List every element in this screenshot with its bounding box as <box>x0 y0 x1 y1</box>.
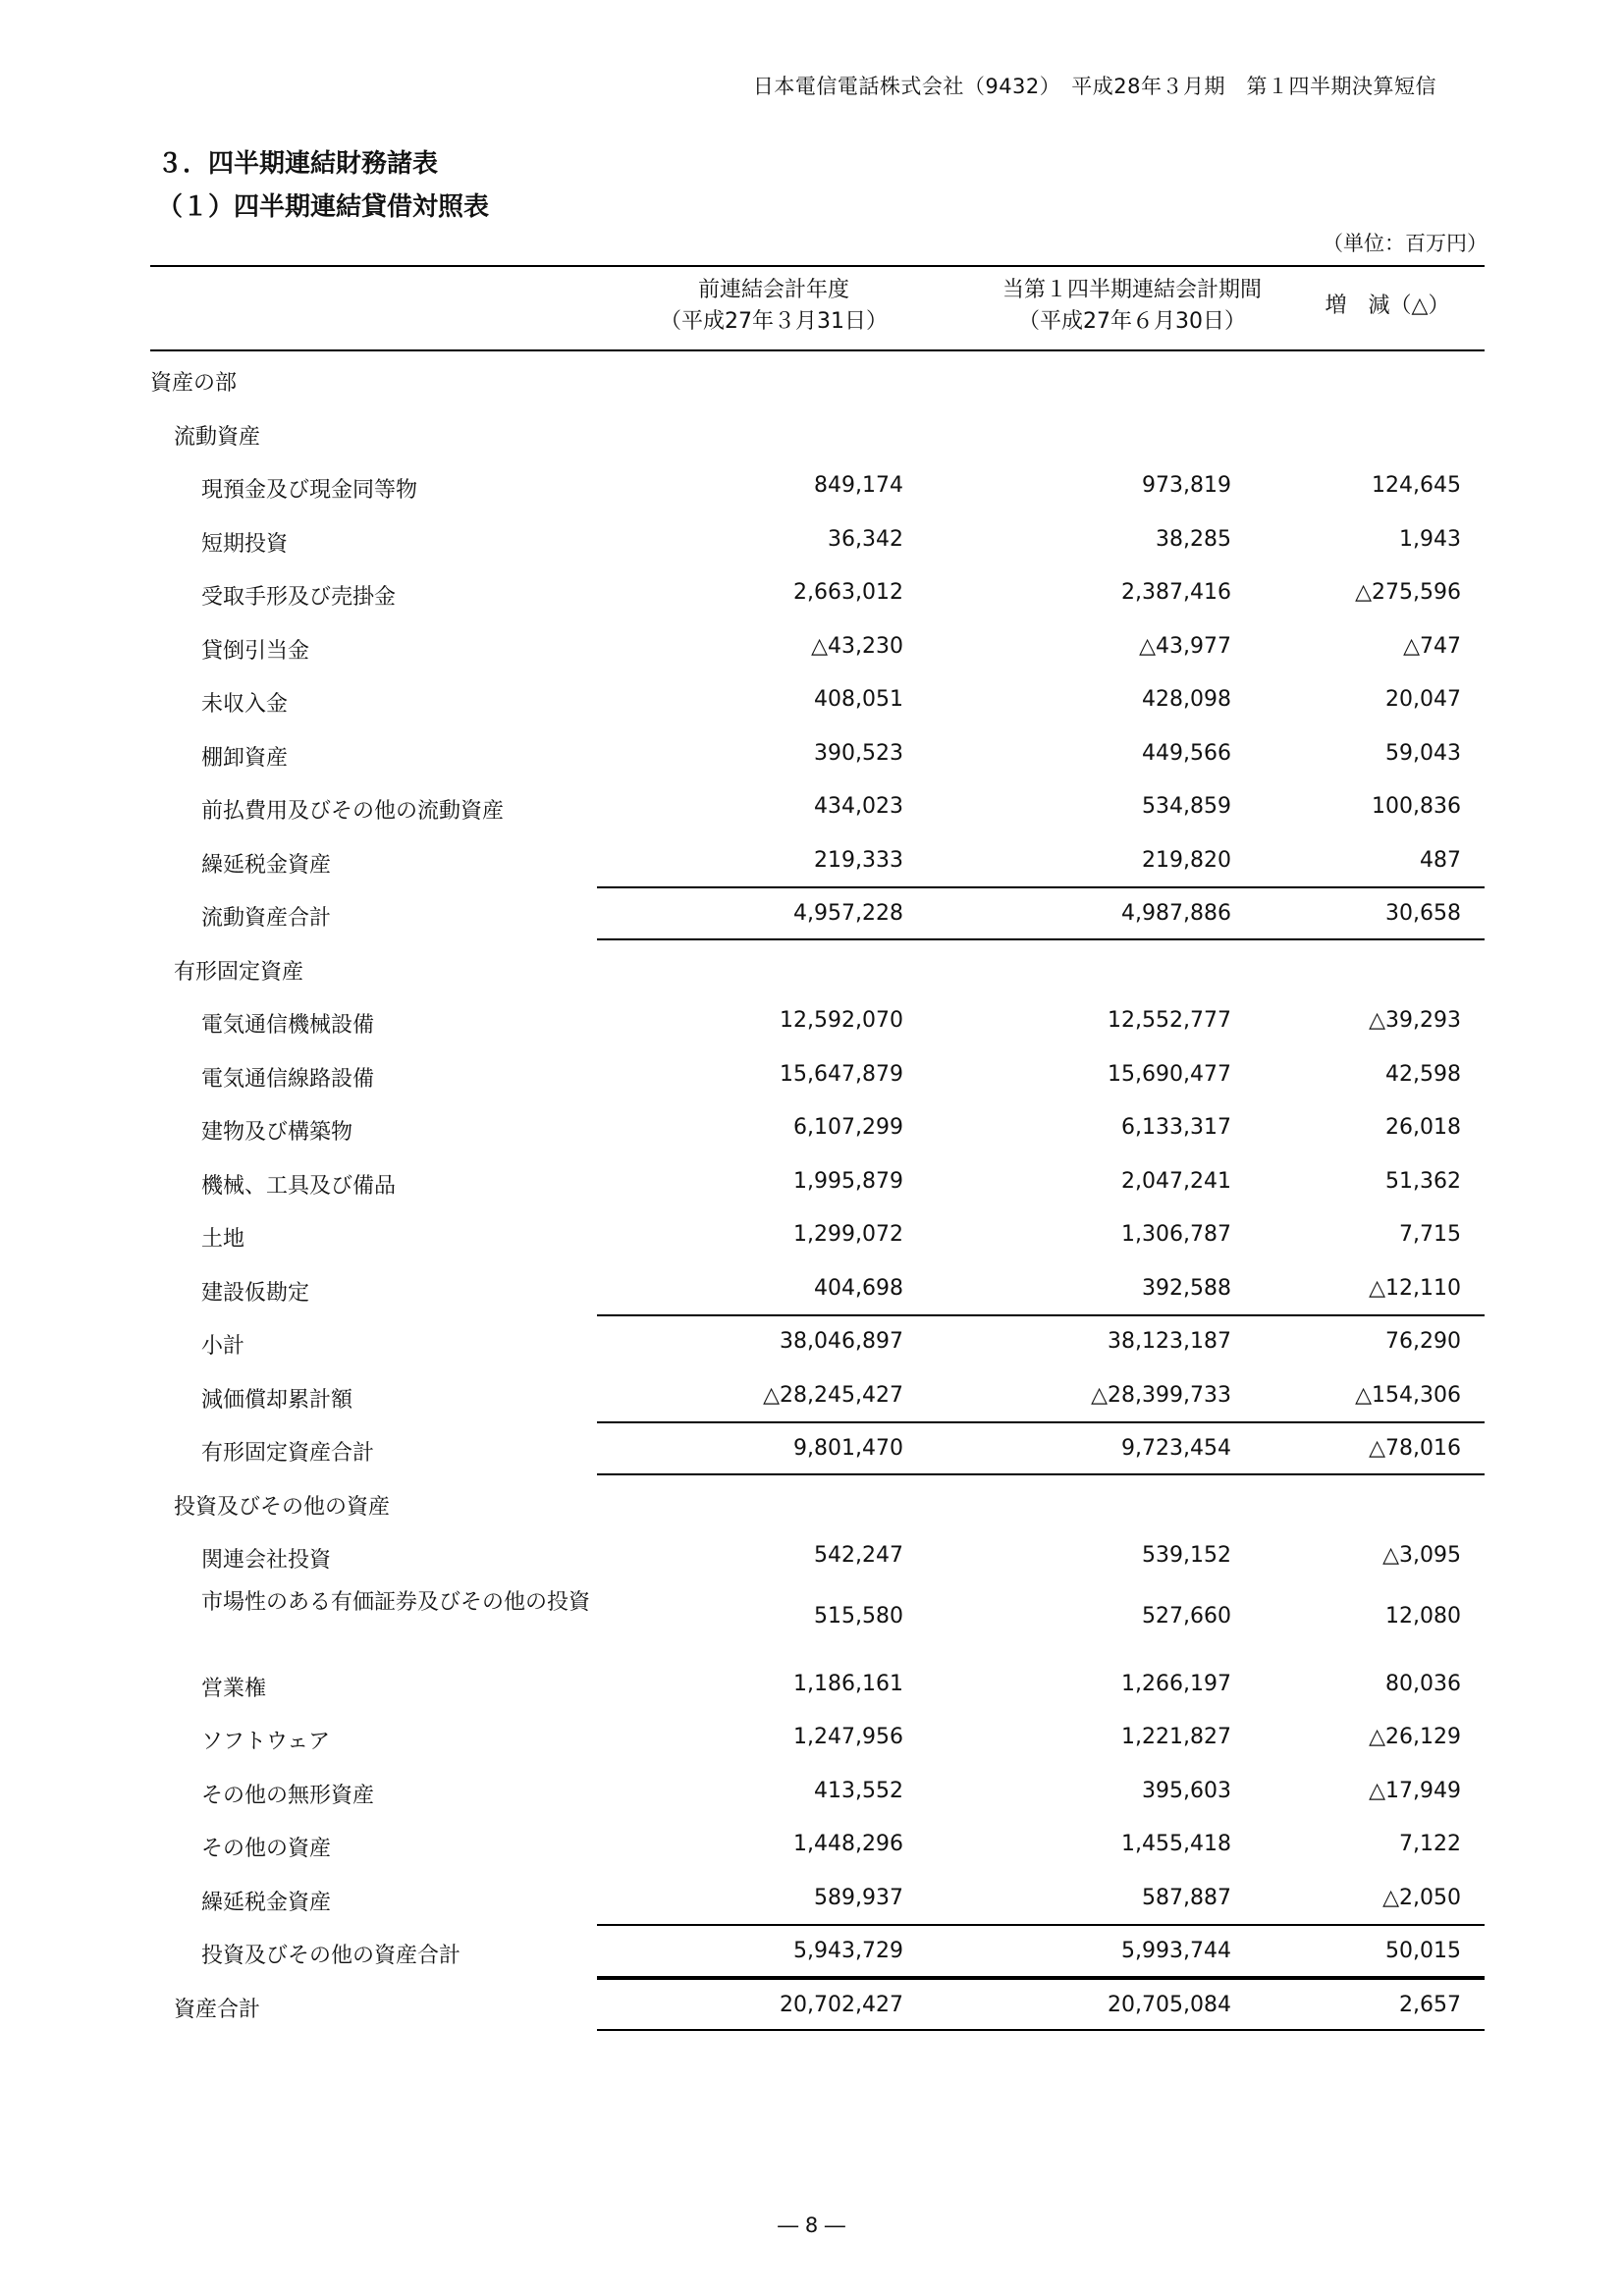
row-value-v1: 408,051 <box>814 687 903 712</box>
row-label: ソフトウェア <box>201 1730 331 1754</box>
row-value-v2: 392,588 <box>1142 1275 1231 1301</box>
row-label: 関連会社投資 <box>201 1548 332 1573</box>
row-value-v1: 1,448,296 <box>793 1832 903 1856</box>
row-label: 土地 <box>201 1227 245 1252</box>
row-value-v2: 428,098 <box>1142 687 1231 712</box>
row-value-v1: 1,299,072 <box>793 1222 903 1247</box>
row-value-v3: △3,095 <box>1382 1543 1461 1568</box>
row-value-v2: 973,819 <box>1142 473 1231 498</box>
row-value-v3: 100,836 <box>1372 794 1461 819</box>
table-row <box>150 672 1485 726</box>
row-value-v2: 1,221,827 <box>1121 1725 1231 1749</box>
row-value-v1: 515,580 <box>814 1603 903 1629</box>
total-rule-top <box>597 1421 1485 1423</box>
table-row <box>150 1764 1485 1818</box>
row-value-v2: 15,690,477 <box>1108 1061 1231 1087</box>
row-value-v3: △747 <box>1403 633 1461 659</box>
row-value-v2: 395,603 <box>1142 1778 1231 1803</box>
row-value-v3: 124,645 <box>1372 473 1461 498</box>
table-row <box>150 1475 1485 1529</box>
row-label: 繰延税金資産 <box>201 1890 332 1915</box>
total-rule-top <box>597 1924 1485 1926</box>
table-row <box>150 1924 1485 1978</box>
table-row <box>150 833 1485 887</box>
row-value-v2: 1,455,418 <box>1121 1832 1231 1856</box>
row-label: 投資及びその他の資産 <box>174 1494 391 1520</box>
row-value-v3: △17,949 <box>1369 1778 1461 1803</box>
row-value-v3: △275,596 <box>1355 580 1461 605</box>
column-header-prior-year-date: （平成27年３月31日） <box>660 309 888 334</box>
row-label: その他の無形資産 <box>201 1783 375 1808</box>
table-row <box>150 1710 1485 1764</box>
row-value-v2: 38,285 <box>1156 526 1231 552</box>
row-label: 建物及び構築物 <box>201 1120 353 1145</box>
document-header: 日本電信電話株式会社（9432） 平成28年３月期 第１四半期決算短信 <box>752 75 1436 98</box>
row-value-v2: 5,993,744 <box>1121 1939 1231 1963</box>
table-row <box>150 993 1485 1047</box>
row-value-v2: 534,859 <box>1142 794 1231 819</box>
row-label: 市場性のある有価証券及びその他の投資 <box>201 1589 591 1615</box>
row-label: 流動資産合計 <box>201 906 332 931</box>
row-value-v3: 76,290 <box>1385 1329 1461 1354</box>
table-row <box>150 1528 1485 1582</box>
row-value-v2: 2,047,241 <box>1121 1168 1231 1194</box>
row-value-v2: 2,387,416 <box>1121 580 1231 605</box>
row-value-v2: △28,399,733 <box>1091 1382 1231 1408</box>
row-value-v3: △39,293 <box>1369 1008 1461 1033</box>
row-value-v2: △43,977 <box>1139 633 1231 659</box>
total-rule-top <box>597 886 1485 888</box>
row-label: 棚卸資産 <box>201 745 289 771</box>
row-label: 建設仮勘定 <box>201 1280 310 1306</box>
row-value-v2: 539,152 <box>1142 1543 1231 1568</box>
table-row <box>150 1978 1485 2032</box>
row-value-v1: △28,245,427 <box>763 1382 903 1408</box>
row-label: 資産の部 <box>150 371 238 396</box>
row-label: 前払費用及びその他の流動資産 <box>201 799 505 824</box>
table-row <box>150 1207 1485 1261</box>
row-value-v3: △78,016 <box>1369 1436 1461 1461</box>
row-value-v3: 20,047 <box>1385 687 1461 712</box>
row-value-v3: 12,080 <box>1385 1603 1461 1629</box>
table-row <box>150 1657 1485 1711</box>
row-label: 投資及びその他の資産合計 <box>201 1944 461 1968</box>
column-header-prior-year-title: 前連結会計年度 <box>697 278 849 302</box>
row-value-v1: 1,995,879 <box>793 1168 903 1194</box>
table-row <box>150 1100 1485 1154</box>
row-value-v2: 9,723,454 <box>1121 1436 1231 1461</box>
row-value-v2: 38,123,187 <box>1108 1329 1231 1354</box>
row-value-v3: 42,598 <box>1385 1061 1461 1087</box>
table-row <box>150 405 1485 459</box>
row-value-v1: 36,342 <box>828 526 903 552</box>
column-header-prior-year <box>592 275 955 338</box>
row-value-v3: 51,362 <box>1385 1168 1461 1194</box>
row-value-v1: 1,247,956 <box>793 1725 903 1749</box>
table-row <box>150 1314 1485 1368</box>
table-row <box>150 1368 1485 1422</box>
row-value-v3: 2,657 <box>1399 1992 1461 2017</box>
table-row <box>150 512 1485 566</box>
row-value-v1: △43,230 <box>811 633 903 659</box>
row-value-v2: 1,306,787 <box>1121 1222 1231 1247</box>
table-row <box>150 1261 1485 1315</box>
row-value-v1: 404,698 <box>814 1275 903 1301</box>
row-value-v3: 487 <box>1420 847 1461 873</box>
column-header-current-quarter-title: 当第１四半期連結会計期間 <box>1001 278 1262 302</box>
column-header-current-quarter <box>916 275 1348 338</box>
row-value-v1: 413,552 <box>814 1778 903 1803</box>
column-header-current-quarter-date: （平成27年６月30日） <box>1018 309 1246 334</box>
table-body <box>150 351 1485 2031</box>
row-value-v1: 38,046,897 <box>780 1329 903 1354</box>
table-row <box>150 619 1485 673</box>
row-label: 有形固定資産 <box>174 959 304 985</box>
table-row <box>150 940 1485 994</box>
row-value-v1: 15,647,879 <box>780 1061 903 1087</box>
row-value-v1: 20,702,427 <box>780 1992 903 2017</box>
row-value-v1: 849,174 <box>814 473 903 498</box>
row-value-v1: 2,663,012 <box>793 580 903 605</box>
row-value-v3: 1,943 <box>1399 526 1461 552</box>
row-value-v3: 7,122 <box>1399 1832 1461 1856</box>
row-label: 繰延税金資産 <box>201 852 332 878</box>
row-value-v2: 20,705,084 <box>1108 1992 1231 2017</box>
row-label: 電気通信機械設備 <box>201 1013 375 1038</box>
row-value-v3: 30,658 <box>1385 901 1461 926</box>
table-row <box>150 1582 1485 1657</box>
row-label: 短期投資 <box>201 531 289 557</box>
row-value-v1: 5,943,729 <box>793 1939 903 1963</box>
row-value-v3: △12,110 <box>1369 1275 1461 1301</box>
page-number: ― 8 ― <box>778 2214 845 2237</box>
row-value-v2: 449,566 <box>1142 740 1231 766</box>
table-row <box>150 726 1485 780</box>
table-header <box>150 265 1485 351</box>
total-rule-bottom <box>597 2029 1485 2031</box>
table-row <box>150 565 1485 619</box>
row-value-v3: 80,036 <box>1385 1671 1461 1696</box>
row-label: 流動資産 <box>174 424 261 450</box>
row-label: 貸倒引当金 <box>201 638 310 664</box>
table-row <box>150 458 1485 512</box>
table-row <box>150 886 1485 940</box>
table-row <box>150 1047 1485 1101</box>
row-label: 未収入金 <box>201 692 289 717</box>
row-value-v2: 219,820 <box>1142 847 1231 873</box>
row-value-v2: 1,266,197 <box>1121 1671 1231 1696</box>
row-value-v1: 542,247 <box>814 1543 903 1568</box>
row-label: 営業権 <box>201 1676 267 1701</box>
row-value-v1: 1,186,161 <box>793 1671 903 1696</box>
row-value-v3: △2,050 <box>1382 1885 1461 1910</box>
table-row <box>150 351 1485 405</box>
row-value-v2: 527,660 <box>1142 1603 1231 1629</box>
row-value-v3: △26,129 <box>1369 1725 1461 1749</box>
row-value-v3: 26,018 <box>1385 1115 1461 1140</box>
row-label: その他の資産 <box>201 1837 332 1861</box>
table-row <box>150 779 1485 833</box>
row-value-v1: 6,107,299 <box>793 1115 903 1140</box>
row-value-v3: 59,043 <box>1385 740 1461 766</box>
row-value-v1: 434,023 <box>814 794 903 819</box>
table-row <box>150 1421 1485 1475</box>
row-value-v1: 219,333 <box>814 847 903 873</box>
row-label: 減価償却累計額 <box>201 1387 353 1413</box>
balance-sheet-table <box>150 265 1485 2031</box>
row-value-v3: △154,306 <box>1355 1382 1461 1408</box>
row-value-v2: 12,552,777 <box>1108 1008 1231 1033</box>
row-value-v1: 12,592,070 <box>780 1008 903 1033</box>
subsection-title: （１）四半期連結貸借対照表 <box>157 192 490 222</box>
row-label: 機械、工具及び備品 <box>201 1173 397 1199</box>
table-row <box>150 1154 1485 1208</box>
row-label: 小計 <box>201 1334 245 1359</box>
row-value-v1: 390,523 <box>814 740 903 766</box>
row-label: 電気通信線路設備 <box>201 1066 375 1092</box>
row-label: 資産合計 <box>174 1997 261 2022</box>
row-value-v2: 4,987,886 <box>1121 901 1231 926</box>
row-value-v1: 589,937 <box>814 1885 903 1910</box>
table-row <box>150 1871 1485 1925</box>
column-header-change: 増 減（△） <box>1325 294 1450 318</box>
table-row <box>150 1817 1485 1871</box>
row-value-v2: 6,133,317 <box>1121 1115 1231 1140</box>
row-label: 受取手形及び売掛金 <box>201 585 397 610</box>
total-rule-top <box>597 1978 1485 1980</box>
section-title: ３．四半期連結財務諸表 <box>157 149 439 179</box>
row-value-v3: 7,715 <box>1399 1222 1461 1247</box>
row-label: 現預金及び現金同等物 <box>201 478 418 503</box>
row-label: 有形固定資産合計 <box>201 1441 375 1466</box>
row-value-v2: 587,887 <box>1142 1885 1231 1910</box>
unit-note: （単位：百万円） <box>1323 232 1488 255</box>
row-value-v1: 4,957,228 <box>793 901 903 926</box>
row-value-v1: 9,801,470 <box>793 1436 903 1461</box>
total-rule-top <box>597 1314 1485 1316</box>
row-value-v3: 50,015 <box>1385 1939 1461 1963</box>
